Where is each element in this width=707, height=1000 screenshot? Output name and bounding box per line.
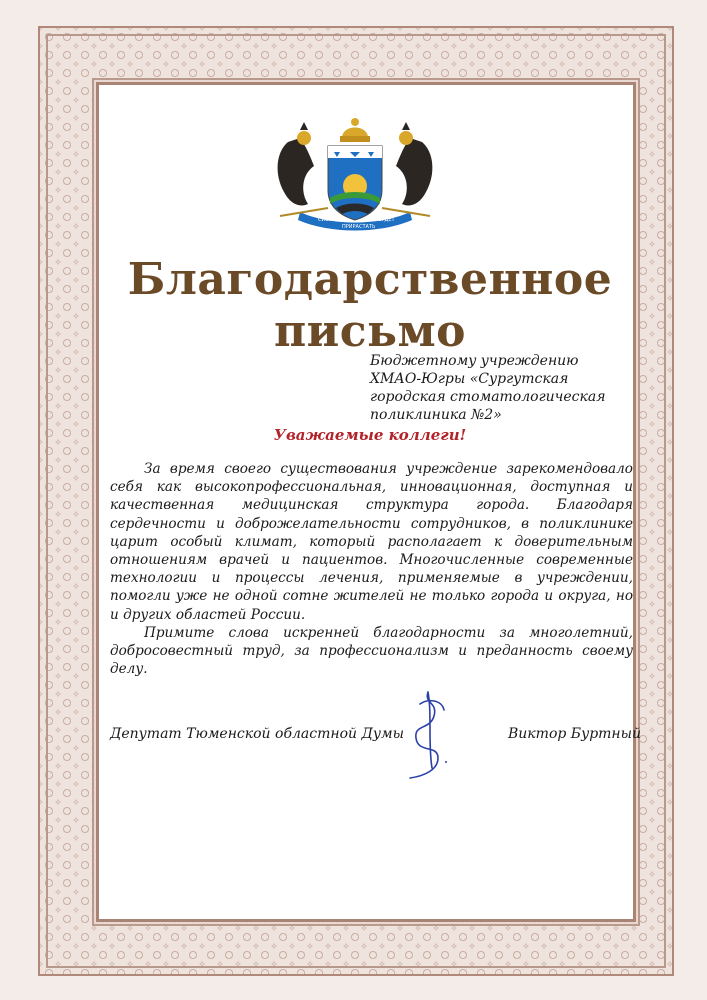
- ribbon-text-right: БУДЕТ: [378, 217, 395, 223]
- letter-title-line2: письмо: [273, 306, 467, 357]
- signer-name: Виктор Буртный: [508, 726, 642, 742]
- handwritten-signature: [398, 684, 458, 784]
- letter-body: [110, 460, 633, 678]
- signer-position: Депутат Тюменской областной Думы: [110, 726, 405, 742]
- greeting: Уважаемые коллеги!: [273, 426, 467, 444]
- letter-title-line1: Благодарственное: [127, 254, 613, 305]
- body-paragraph: За время своего существования учреждение зарекомендовало себя как высокопрофессиональная, инновационная, доступная и качественная медицинская структура города. Благодаря сердечности и доброжелательности сотрудников, в поликлинике царит особый климат, который располагает к доверительным отношениям врачей и пациентов. Многочисленные современные технологии и процессы лечения, применяемые в учреждении, помогли уже не одной сотне жителей не только города и округа, но и других областей России.: [110, 461, 633, 623]
- coat-of-arms-emblem: [270, 112, 440, 234]
- recipient-address: Бюджетному учреждению ХМАО-Югры «Сургутская городская стоматологическая поликлиника №2»: [370, 353, 606, 423]
- body-paragraph: Примите слова искренней благодарности за многолетний, добросовестный труд, за профессионализм и преданность своему делу.: [110, 624, 633, 678]
- ribbon-text-mid: ПРИРАСТАТЬ: [342, 224, 376, 230]
- ribbon-text-left: СИБИРЬ: [318, 217, 339, 223]
